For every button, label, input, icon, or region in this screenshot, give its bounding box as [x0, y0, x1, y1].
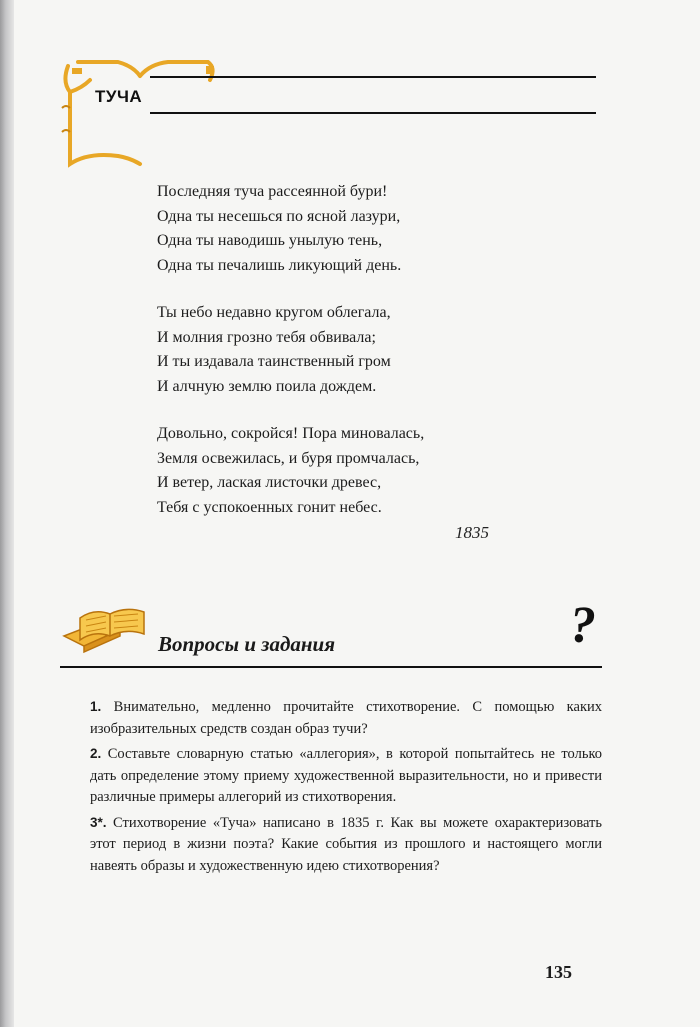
task-item [90, 812, 602, 878]
page-left-edge [0, 0, 14, 1027]
verse-line: И алчную землю поила дождем. [157, 377, 377, 395]
verse-line: Одна ты печалишь ликующий день. [157, 256, 402, 274]
task-text: Внимательно, медленно прочитайте стихотворение. С помощью каких изобразительных средств создан образ тучи? [90, 699, 602, 737]
verse-line: И ты издавала таинственный гром [157, 353, 391, 370]
verse-line: Ты небо недавно кругом облегала, [157, 304, 391, 321]
stanza [157, 422, 424, 520]
questions-heading: Вопросы и задания [158, 632, 336, 656]
task-number: 3*. [90, 814, 107, 830]
task-text: Стихотворение «Туча» написано в 1835 г. Как вы можете охарактеризовать этот период в жизни поэта? Какие события из прошлого и настоящего могли навеять образы и художественную идею стихотворения? [90, 814, 602, 874]
questions-rule [60, 666, 602, 668]
verse-line: Одна ты наводишь унылую тень, [157, 232, 383, 249]
poem-body [157, 180, 424, 543]
page-number: 135 [545, 962, 572, 982]
task-number: 2. [90, 746, 102, 761]
poem-title: ТУЧА [95, 87, 143, 106]
verse-line: Последняя туча рассеянной бури! [157, 183, 388, 200]
verse-line: Тебя с успокоенных гонит небес. [157, 498, 382, 516]
poem-year: 1835 [455, 523, 489, 542]
title-rule-bottom [150, 112, 596, 114]
task-item [90, 743, 602, 809]
verse-line: Земля освежилась, и буря промчалась, [157, 449, 420, 467]
title-rule-top [150, 76, 596, 78]
open-books-icon [60, 596, 160, 656]
stanza [157, 180, 424, 278]
verse-line: И молния грозно тебя обвивала; [157, 328, 376, 346]
question-mark-icon: ? [570, 597, 596, 654]
task-list [90, 696, 602, 880]
stanza [157, 301, 424, 399]
task-item [90, 696, 602, 740]
verse-line: Одна ты несешься по ясной лазури, [157, 207, 401, 225]
task-text: Составьте словарную статью «аллегория», в которой попытайтесь не только дать определение этому приему художественной выразительности, но и привести различные примеры аллегорий из стихотворения. [90, 746, 603, 805]
verse-line: И ветер, лаская листочки древес, [157, 474, 382, 491]
verse-line: Довольно, сокройся! Пора миновалась, [157, 425, 425, 442]
task-number: 1. [90, 699, 102, 714]
